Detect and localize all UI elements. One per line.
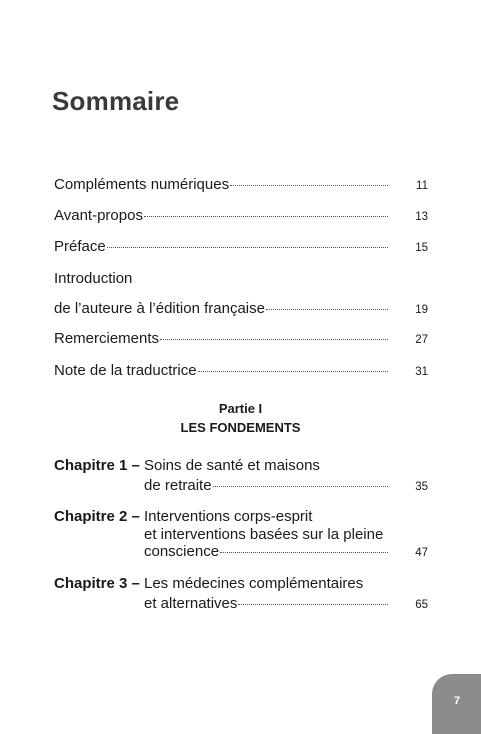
page-title: Sommaire (52, 86, 180, 116)
dot-leader (144, 216, 388, 217)
toc-entry-page: 15 (415, 242, 428, 254)
chapter-title-line: et alternatives (144, 595, 238, 612)
page-number: 7 (453, 695, 461, 707)
chapter-number-label: Chapitre 1 – (54, 457, 140, 474)
dot-leader (238, 604, 388, 605)
part-number: Partie I (218, 401, 263, 416)
toc-entry-chapter-3[interactable] (144, 595, 428, 614)
toc-entry-label: Préface (54, 238, 106, 255)
toc-entry-introduction[interactable] (54, 300, 428, 319)
toc-entry-page: 13 (415, 211, 428, 223)
toc-entry-label: Remerciements (54, 330, 160, 347)
toc-entry-page: 65 (415, 599, 428, 611)
toc-entry-page: 35 (415, 481, 428, 493)
dot-leader (107, 247, 388, 248)
toc-entry-label: Avant-propos (54, 207, 143, 224)
toc-entry-preface[interactable] (54, 238, 428, 257)
toc-entry-remerciements[interactable] (54, 330, 428, 349)
toc-entry-note-traductrice[interactable] (54, 362, 428, 381)
dot-leader (198, 371, 388, 372)
chapter-number (54, 575, 140, 593)
toc-entry-page: 19 (415, 304, 428, 316)
toc-entry-avant-propos[interactable] (54, 207, 428, 226)
toc-entry-label: de l’auteure à l’édition française (54, 300, 265, 317)
chapter-number-label: Chapitre 2 – (54, 508, 140, 525)
chapter-number (54, 508, 140, 526)
dot-leader (160, 339, 388, 340)
chapter-title-line[interactable]: Soins de santé et maisons (144, 457, 320, 474)
chapter-title-line: de retraite (144, 477, 212, 494)
chapter-title-line[interactable]: Interventions corps-esprit (144, 508, 313, 525)
toc-entry-chapter-1[interactable] (144, 477, 428, 496)
toc-entry-page: 27 (415, 334, 428, 346)
dot-leader (220, 552, 388, 553)
part-name: LES FONDEMENTS (180, 420, 301, 435)
chapter-number (54, 457, 140, 475)
chapter-number-label: Chapitre 3 – (54, 575, 140, 592)
toc-entry-introduction-line1[interactable]: Introduction (54, 270, 133, 287)
dot-leader (266, 309, 388, 310)
dot-leader (230, 185, 388, 186)
toc-entry-chapter-2[interactable] (144, 543, 428, 562)
chapter-title-line: conscience (144, 543, 220, 560)
toc-entry-page: 31 (415, 366, 428, 378)
toc-entry-page: 47 (415, 547, 428, 559)
chapter-title-line[interactable]: Les médecines complémentaires (144, 575, 364, 592)
toc-entry-page: 11 (416, 180, 428, 192)
dot-leader (213, 486, 388, 487)
chapter-title-line[interactable]: et interventions basées sur la pleine (144, 526, 384, 543)
toc-entry-complements[interactable] (54, 176, 428, 195)
toc-entry-label: Compléments numériques (54, 176, 230, 193)
toc-entry-label: Note de la traductrice (54, 362, 197, 379)
